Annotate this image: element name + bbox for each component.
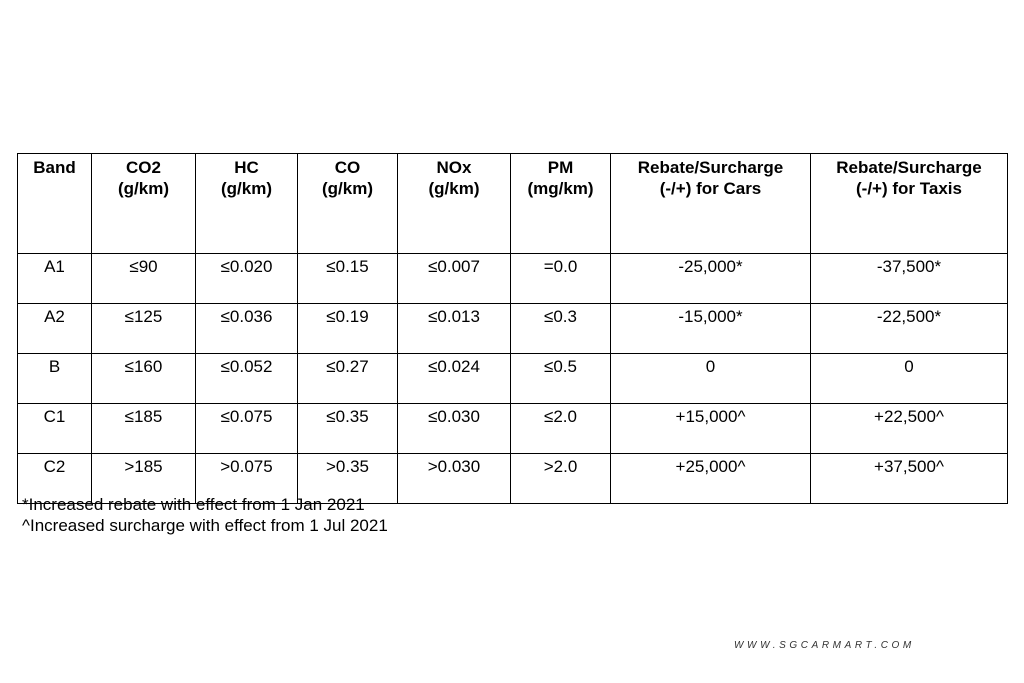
cell-nox: ≤0.030 bbox=[398, 404, 511, 454]
cell-band: A2 bbox=[18, 304, 92, 354]
site-watermark: WWW.SGCARMART.COM bbox=[734, 640, 915, 651]
cell-pm: ≤2.0 bbox=[511, 404, 611, 454]
cell-co2: >185 bbox=[92, 454, 196, 504]
cell-co: ≤0.27 bbox=[298, 354, 398, 404]
header-nox bbox=[398, 154, 511, 254]
header-rebate-cars bbox=[611, 154, 811, 254]
cell-band: C1 bbox=[18, 404, 92, 454]
cell-hc: ≤0.020 bbox=[196, 254, 298, 304]
header-rebate-taxis-sub: (-/+) for Taxis bbox=[856, 179, 962, 198]
cell-rebate-cars: +15,000^ bbox=[611, 404, 811, 454]
header-band-label: Band bbox=[33, 158, 76, 177]
cell-nox: ≤0.013 bbox=[398, 304, 511, 354]
cell-co2: ≤185 bbox=[92, 404, 196, 454]
cell-pm: >2.0 bbox=[511, 454, 611, 504]
cell-rebate-taxis: -37,500* bbox=[811, 254, 1008, 304]
table-row bbox=[18, 304, 1008, 354]
cell-co: ≤0.15 bbox=[298, 254, 398, 304]
header-co2 bbox=[92, 154, 196, 254]
header-band bbox=[18, 154, 92, 254]
cell-rebate-taxis: +22,500^ bbox=[811, 404, 1008, 454]
header-rebate-taxis-label: Rebate/Surcharge bbox=[836, 158, 982, 177]
cell-rebate-cars: -15,000* bbox=[611, 304, 811, 354]
cell-co2: ≤160 bbox=[92, 354, 196, 404]
cell-rebate-taxis: 0 bbox=[811, 354, 1008, 404]
cell-rebate-taxis: -22,500* bbox=[811, 304, 1008, 354]
cell-pm: ≤0.3 bbox=[511, 304, 611, 354]
cell-co: ≤0.19 bbox=[298, 304, 398, 354]
header-co bbox=[298, 154, 398, 254]
vehicle-emissions-table bbox=[17, 153, 1008, 504]
header-co2-unit: (g/km) bbox=[118, 179, 169, 198]
cell-co2: ≤90 bbox=[92, 254, 196, 304]
header-hc bbox=[196, 154, 298, 254]
cell-pm: ≤0.5 bbox=[511, 354, 611, 404]
table-row bbox=[18, 254, 1008, 304]
cell-nox: ≤0.024 bbox=[398, 354, 511, 404]
cell-band: A1 bbox=[18, 254, 92, 304]
cell-nox: >0.030 bbox=[398, 454, 511, 504]
cell-hc: ≤0.075 bbox=[196, 404, 298, 454]
header-co-unit: (g/km) bbox=[322, 179, 373, 198]
header-rebate-taxis bbox=[811, 154, 1008, 254]
cell-rebate-taxis: +37,500^ bbox=[811, 454, 1008, 504]
footnote-rebate: *Increased rebate with effect from 1 Jan 2021 bbox=[22, 495, 365, 514]
header-hc-label: HC bbox=[234, 158, 259, 177]
footnotes bbox=[22, 494, 388, 536]
footnote-surcharge: ^Increased surcharge with effect from 1 Jul 2021 bbox=[22, 516, 388, 535]
cell-nox: ≤0.007 bbox=[398, 254, 511, 304]
cell-band: C2 bbox=[18, 454, 92, 504]
cell-rebate-cars: +25,000^ bbox=[611, 454, 811, 504]
table-row bbox=[18, 404, 1008, 454]
cell-hc: ≤0.052 bbox=[196, 354, 298, 404]
cell-hc: ≤0.036 bbox=[196, 304, 298, 354]
header-co-label: CO bbox=[334, 158, 361, 177]
cell-hc: >0.075 bbox=[196, 454, 298, 504]
header-nox-label: NOx bbox=[436, 158, 472, 177]
cell-pm: =0.0 bbox=[511, 254, 611, 304]
header-pm-label: PM bbox=[547, 158, 574, 177]
cell-rebate-cars: -25,000* bbox=[611, 254, 811, 304]
cell-rebate-cars: 0 bbox=[611, 354, 811, 404]
cell-band: B bbox=[18, 354, 92, 404]
header-hc-unit: (g/km) bbox=[221, 179, 272, 198]
cell-co2: ≤125 bbox=[92, 304, 196, 354]
cell-co: ≤0.35 bbox=[298, 404, 398, 454]
header-rebate-cars-label: Rebate/Surcharge bbox=[637, 158, 784, 177]
vehicle-emissions-table-container bbox=[17, 153, 1007, 504]
header-pm bbox=[511, 154, 611, 254]
header-rebate-cars-sub: (-/+) for Cars bbox=[659, 179, 762, 198]
header-co2-label: CO2 bbox=[126, 158, 161, 177]
header-nox-unit: (g/km) bbox=[428, 179, 480, 198]
table-row bbox=[18, 354, 1008, 404]
header-pm-unit: (mg/km) bbox=[527, 179, 594, 198]
table-header-row bbox=[18, 154, 1008, 254]
cell-co: >0.35 bbox=[298, 454, 398, 504]
